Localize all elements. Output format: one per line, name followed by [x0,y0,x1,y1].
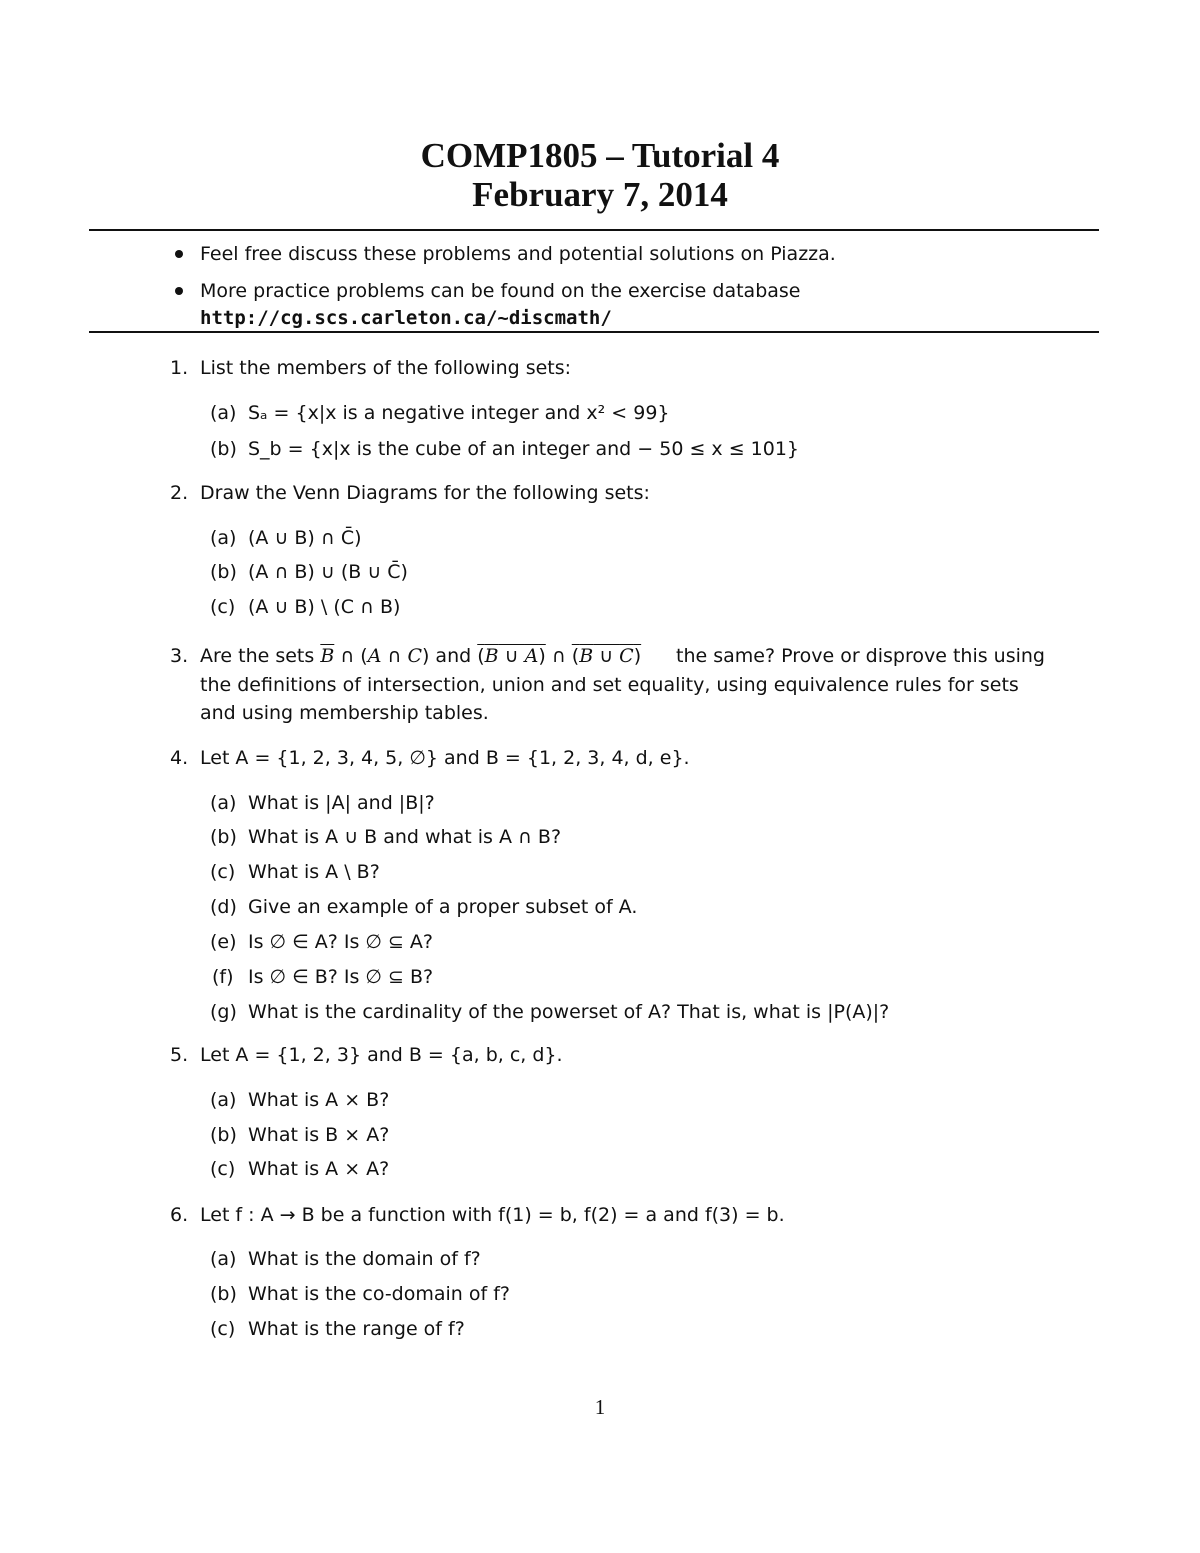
problem-4d-label: (d) [210,896,237,918]
problem-4g-text: What is the cardinality of the powerset of A? That is, what is |P(A)|? [248,1001,890,1023]
problem-3-expression: Are the sets $\overline{B}$ ∩ (A ∩ C) and (B ∪ A) ∩ (B ∪ C) [200,645,642,667]
problem-5c-label: (c) [210,1158,236,1180]
problem-4c-text: What is A \ B? [248,861,380,883]
problem-3-line-3: and using membership tables. [200,702,489,724]
exercise-database-link[interactable]: http://cg.scs.carleton.ca/~discmath/ [200,307,612,329]
problem-2a-text: (A ∪ B) ∩ C̄) [248,527,362,549]
problem-4d-text: Give an example of a proper subset of A. [248,896,638,918]
bullet-icon [175,287,183,295]
problem-2-number: 2. [170,482,189,504]
problem-5a-text: What is A × B? [248,1089,390,1111]
problem-4a-text: What is |A| and |B|? [248,792,435,814]
problem-3-number: 3. [170,645,189,667]
problem-3-line-1: the same? Prove or disprove this using [676,645,1045,667]
problem-4e-text: Is ∅ ∈ A? Is ∅ ⊆ A? [248,931,434,953]
problem-1-number: 1. [170,357,189,379]
problem-6a-text: What is the domain of f? [248,1248,481,1270]
problem-1b-text: S_b = {x|x is the cube of an integer and − 50 ≤ x ≤ 101} [248,438,800,460]
problem-5a-label: (a) [210,1089,237,1111]
problem-4b-label: (b) [210,826,237,848]
top-rule [89,229,1099,231]
problem-6-text: Let f : A → B be a function with f(1) = b, f(2) = a and f(3) = b. [200,1204,785,1226]
note-piazza: Feel free discuss these problems and potential solutions on Piazza. [200,243,836,265]
problem-6-number: 6. [170,1204,189,1226]
problem-2-text: Draw the Venn Diagrams for the following sets: [200,482,650,504]
problem-5-text: Let A = {1, 2, 3} and B = {a, b, c, d}. [200,1044,563,1066]
page-number: 1 [594,1395,606,1419]
problem-2b-text: (A ∩ B) ∪ (B ∪ C̄) [248,561,408,583]
problem-4e-label: (e) [210,931,237,953]
problem-2c-label: (c) [210,596,236,618]
problem-5b-text: What is B × A? [248,1124,390,1146]
problem-1b-label: (b) [210,438,237,460]
problem-4f-label: (f) [212,966,234,988]
page-date: February 7, 2014 [472,175,728,214]
page-title: COMP1805 – Tutorial 4 [420,136,780,175]
problem-1a-label: (a) [210,402,237,424]
problem-6b-text: What is the co-domain of f? [248,1283,511,1305]
problem-6c-text: What is the range of f? [248,1318,465,1340]
problem-2a-label: (a) [210,527,237,549]
problem-6b-label: (b) [210,1283,237,1305]
problem-6a-label: (a) [210,1248,237,1270]
problem-3-line-2: the definitions of intersection, union and set equality, using equivalence rules for sets [200,674,1019,696]
problem-4f-text: Is ∅ ∈ B? Is ∅ ⊆ B? [248,966,434,988]
problem-4-text: Let A = {1, 2, 3, 4, 5, ∅} and B = {1, 2, 3, 4, d, e}. [200,747,690,769]
problem-4-number: 4. [170,747,189,769]
problem-1a-text: Sₐ = {x|x is a negative integer and x² < 99} [248,402,670,424]
bullet-icon [175,250,183,258]
problem-4a-label: (a) [210,792,237,814]
problem-5-number: 5. [170,1044,189,1066]
note-practice: More practice problems can be found on the exercise database [200,280,801,302]
problem-5b-label: (b) [210,1124,237,1146]
problem-4g-label: (g) [210,1001,237,1023]
problem-2c-text: (A ∪ B) \ (C ∩ B) [248,596,401,618]
problem-4c-label: (c) [210,861,236,883]
bottom-rule [89,331,1099,333]
problem-6c-label: (c) [210,1318,236,1340]
problem-5c-text: What is A × A? [248,1158,390,1180]
problem-4b-text: What is A ∪ B and what is A ∩ B? [248,826,562,848]
problem-1-text: List the members of the following sets: [200,357,572,379]
problem-2b-label: (b) [210,561,237,583]
